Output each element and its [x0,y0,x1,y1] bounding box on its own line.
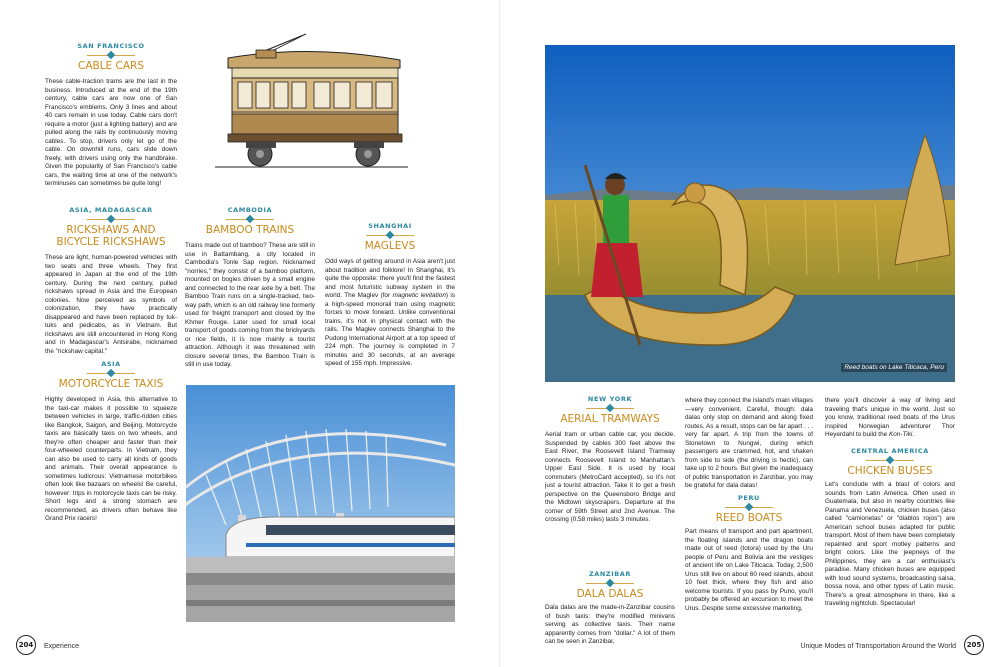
section-chicken-buses [825,447,955,609]
section-body: These cable-traction trams are the last in the business. Introduced at the end of the 19th century, cable cars are now one of San Francisco's emblems. Only 3 lines and about 40 cars remain in use today. Cable cars don't require a motor (just a lighting battery) and are pulled along the rails by continuously moving cables. To stop, drivers only let go of the cable. On downhill runs, cars slide down freely, with drivers using only the handbrake. Given the popularity of San Francisco's cable cars, the waiting time at one of the network's terminuses can sometimes be quite long! [45,78,177,187]
section-reed-boats [685,494,813,613]
section-reed-boats-continued [825,397,955,440]
section-motorcycle-taxis [45,360,177,524]
section-cable-cars [45,42,177,189]
section-heading: AERIAL TRAMWAYS [560,413,660,425]
section-body: These are light, human-powered vehicles with two seats and three wheels. They first appeared in Japan at the end of the 19th century. During the next century, pulled rickshaws spread in Asia and the European colonies. Now perceived as symbols of colonization, they have practically disappeared and have been replaced by tuk-tuks and pedicabs, as in Vietnam. But rickshaws are still encountered in Hong Kong and in Madagascar's Antsirabe, nicknamed the "rickshaw capital." [45,254,177,355]
page-fold [499,0,501,667]
section-body: Dala dalas are the made-in-Zanzibar cousins of bush taxis: they're modified minivans serving as collective taxis. Their name apparently comes from "dollar." A lot of them can be seen in Zanzibar, [545,604,675,645]
section-body: Aerial tram or urban cable car, you decide. Suspended by cables 300 feet above the East River, the Roosevelt Island Tramway connects Roosevelt Island to Manhattan's Upper East Side. It is used by local commuters (MetroCard accepted), so it's not just a tourist attraction. Take it to get a fresh perspective on the Queensboro Bridge and the Midtown skyscrapers. Departure at the corner of 59th Street and 2nd Avenue. The crossing (0.58 miles) lasts 3 minutes. [545,431,675,523]
section-body: Part means of transport and part apartment, the floating islands and the dragon boats made out of reed (totora) used by the Uru people of Peru and Bolivia are the vestiges of ancient life on Lake Titicaca. Today, 2,500 Urus still live on about 60 reed islands, about 10 feet thick, where they fish and also welcome tourists. If you pass by Puno, you'll probably be offered an excursion to meet the Urus. Despite some excessive marketing, [685,528,813,612]
body-text: Odd ways of getting around in Asia aren't just about tradition and folklore! In Shanghai, it's quite the opposite: there you'll find the fastest and most futuristic subway system in the world. The Maglev (for [325,258,455,299]
ornament-rule [366,232,414,238]
section-body: Highly developed in Asia, this alternative to the taxi-car makes it possible to squeeze between vehicles in large, traffic-ridden cities like Bangkok, Saigon, and Beijing. Motorcycle taxis are basically taxis on two wheels, and they're often cheaper and faster than their four-wheeled counterparts. In Vietnam, they can also be used to carry all kinds of goods and animals. Their overall appearance is sometimes ludicrous: Vietnamese motorbikes often look like bazaars on wheels! Be careful, however: trips in motorcycle taxis can be risky. Short legs and a strong stomach are recommended, as drivers often behave like Grand Prix racers! [45,396,177,522]
location-label: SAN FRANCISCO [77,42,145,50]
footer-chapter: Unique Modes of Transportation Around the World [800,643,956,650]
ornament-rule [226,216,274,222]
section-heading: CABLE CARS [77,60,144,72]
body-text: . [912,431,915,438]
location-label: SHANGHAI [368,222,412,230]
section-heading: MAGLEVS [364,240,416,252]
location-label: PERU [738,494,760,502]
location-label: ZANZIBAR [588,570,632,578]
section-body: Trains made out of bamboo? These are still in use in Battambang, a city located in Cambodia's Tonle Sap region. Nicknamed "norries," they consist of a bamboo platform, mounted on bogies driven by a small engine and connected to the rear axle by a belt. The Bamboo Train runs on a single-tracked, two-way path, which is an old railway line formerly used for freight transport and closed by the Khmer Rouge. Later used for small local transport of goods coming from the brickyards or rice fields, it is now mainly a tourist attraction. Although it was threatened with closure several times, the Bamboo Train is still in use today. [185,242,316,368]
location-label: CAMBODIA [227,206,273,214]
section-heading: BAMBOO TRAINS [205,224,295,236]
section-body [325,258,455,369]
section-heading: RICKSHAWS AND BICYCLE RICKSHAWS [56,224,166,248]
ornament-rule [586,405,634,411]
ornament-rule [725,504,773,510]
reed-boat-photo [545,45,955,382]
section-dala-dalas [545,570,675,647]
page-number: 204 [16,635,36,655]
section-rickshaws [45,206,177,356]
section-body [825,397,955,440]
section-body: Let's conclude with a blast of colors and sounds from Latin America. Often used in Guatemala, but also in nearby countries like Panama and Venezuela, chicken buses (also called "camionetas" or "diablos rojos") are American school buses adapted for public transport. Most of them have been completely repainted and sport motley patterns and bright colors. Like the jeepneys of the Philippines, they are a car enthusiast's paradise. Many chicken buses are equipped with loud sound systems, broadcasting salsa, bossa nova, and other types of Latin music. There's a great atmosphere in there, like a traveling nightclub. Spectacular! [825,481,955,607]
maglev-train-photo [186,385,455,622]
section-heading: MOTORCYCLE TAXIS [58,378,164,390]
section-body: where they connect the island's main villages—very convenient. Careful, though: dala dalas only stop on demand and along fixed routes. As a result, stops can be far apart . . . very far apart. A trip from the towns of Stonetown to Nungwi, during which passengers are crammed, hot, and shaken from side to side (the driving is hectic), can take up to 2 hours. But given the inadequacy of public transportation in Zanzibar, you may be grateful for dala dalas! [685,397,813,489]
section-heading: DALA DALAS [576,588,644,600]
location-label: NEW YORK [587,395,633,403]
body-text: ) is a high-speed monorail train using magnetic forces to move forward. Unlike conventional trains, it's not in physical contact with the rails. The Maglev connects Shanghai to the Pudong International Airport at a top speed of 224 mph. The journey is completed in 7 minutes and 30 seconds, at an average speed of 155 mph. Impressive. [325,292,455,367]
section-heading: REED BOATS [715,512,783,524]
ornament-rule [87,216,135,222]
location-label: CENTRAL AMERICA [851,447,929,455]
body-emphasis: Kon-Tiki [888,431,913,438]
location-label: ASIA [101,360,121,368]
page-number: 205 [964,635,984,655]
section-bamboo-trains [185,206,315,370]
cable-car-illustration [210,30,410,190]
ornament-rule [586,580,634,586]
ornament-rule [87,370,135,376]
section-maglevs [325,222,455,369]
body-text: there you'll discover a way of living and traveling that's unique in the world. Just so you know, traditional reed boats of the Urus inspired Norwegian adventurer Thor Heyerdahl to build the [825,397,955,438]
ornament-rule [87,52,135,58]
ornament-rule [866,457,914,463]
body-emphasis: magnetic levitation [392,292,446,299]
section-dala-dalas-continued [685,397,813,491]
section-heading: CHICKEN BUSES [847,465,933,477]
section-aerial-tramways [545,395,675,525]
footer-section: Experience [44,643,80,650]
photo-caption: Reed boats on Lake Titicaca, Peru [841,363,947,372]
location-label: ASIA, MADAGASCAR [69,206,153,214]
